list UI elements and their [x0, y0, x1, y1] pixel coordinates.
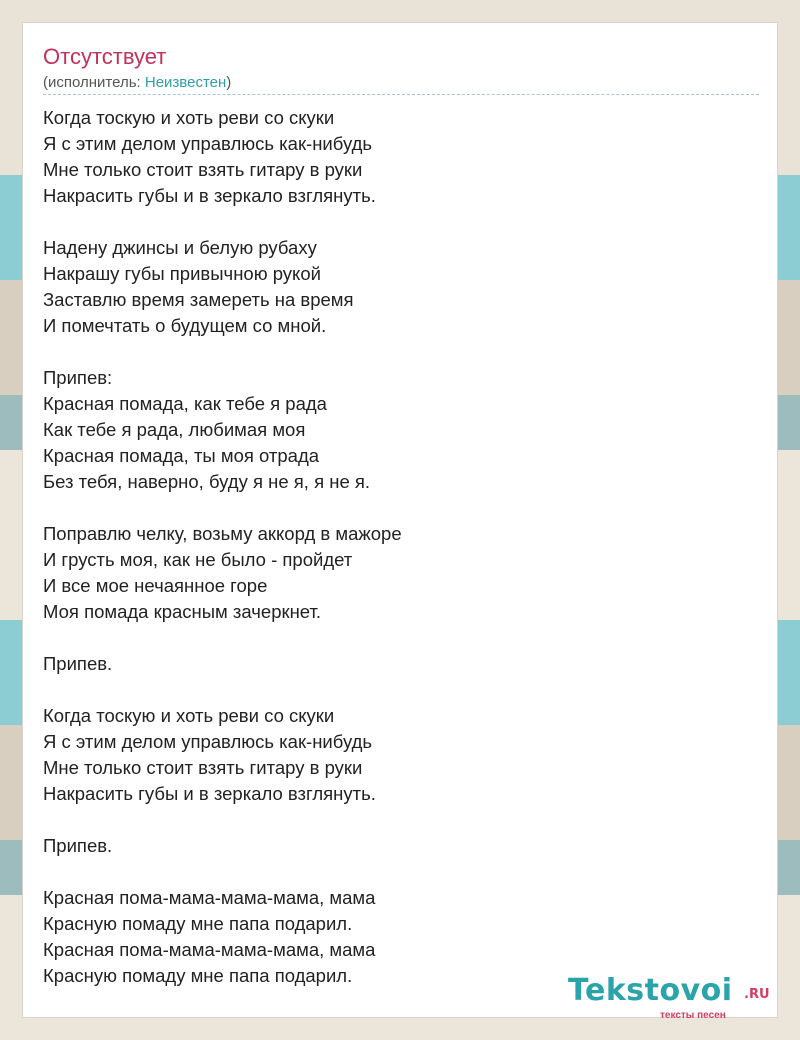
song-title: Отсутствует [43, 44, 167, 69]
performer-line [43, 73, 231, 93]
lyric-line: Поправлю челку, возьму аккорд в мажоре [43, 523, 402, 544]
lyric-line: Накрасить губы и в зеркало взглянуть. [43, 185, 376, 206]
lyric-line: Припев. [43, 653, 113, 674]
lyric-line: Красная помада, ты моя отрада [43, 445, 320, 466]
lyric-line [43, 625, 759, 651]
lyrics-body [43, 105, 759, 989]
lyric-line: Заставлю время замереть на время [43, 289, 354, 310]
lyric-line [43, 339, 759, 365]
lyric-line: Надену джинсы и белую рубаху [43, 237, 317, 258]
performer-link[interactable]: Неизвестен [144, 74, 227, 91]
performer-prefix: (исполнитель: [43, 74, 145, 91]
lyric-line: Когда тоскую и хоть реви со скуки [43, 705, 335, 726]
lyric-line: И помечтать о будущем со мной. [43, 315, 327, 336]
lyric-line: Накрасить губы и в зеркало взглянуть. [43, 783, 376, 804]
lyric-line: И все мое нечаянное горе [43, 575, 268, 596]
lyric-line: Как тебе я рада, любимая моя [43, 419, 306, 440]
lyric-line [43, 209, 759, 235]
lyric-line: Красная пома-мама-мама-мама, мама [43, 939, 376, 960]
performer-suffix: ) [226, 74, 232, 91]
lyric-line: Без тебя, наверно, буду я не я, я не я. [43, 471, 371, 492]
logo-subtitle: тексты песен [660, 1010, 726, 1021]
lyric-line: Припев: [43, 367, 113, 388]
lyric-line: Красная помада, как тебе я рада [43, 393, 327, 414]
lyric-line [43, 495, 759, 521]
lyric-line: Красную помаду мне папа подарил. [43, 913, 353, 934]
lyric-line: Красную помаду мне папа подарил. [43, 965, 353, 986]
logo-brand: Tekstovoi [568, 973, 733, 1008]
lyric-line: Накрашу губы привычною рукой [43, 263, 321, 284]
lyric-line: Красная пома-мама-мама-мама, мама [43, 887, 376, 908]
lyric-line: Мне только стоит взять гитару в руки [43, 159, 363, 180]
lyric-line: Моя помада красным зачеркнет. [43, 601, 322, 622]
logo-tld: .RU [744, 987, 770, 1002]
lyric-line: Припев. [43, 835, 113, 856]
lyric-line [43, 677, 759, 703]
lyric-line: Мне только стоит взять гитару в руки [43, 757, 363, 778]
lyric-line: Я с этим делом управлюсь как-нибудь [43, 731, 373, 752]
title-divider [43, 94, 759, 95]
lyric-line: И грусть моя, как не было - пройдет [43, 549, 353, 570]
lyric-line: Когда тоскую и хоть реви со скуки [43, 107, 335, 128]
lyric-line [43, 807, 759, 833]
lyrics-card [22, 22, 778, 1021]
lyric-line [43, 859, 759, 885]
lyric-line: Я с этим делом управлюсь как-нибудь [43, 133, 373, 154]
site-logo[interactable] [568, 973, 778, 1023]
